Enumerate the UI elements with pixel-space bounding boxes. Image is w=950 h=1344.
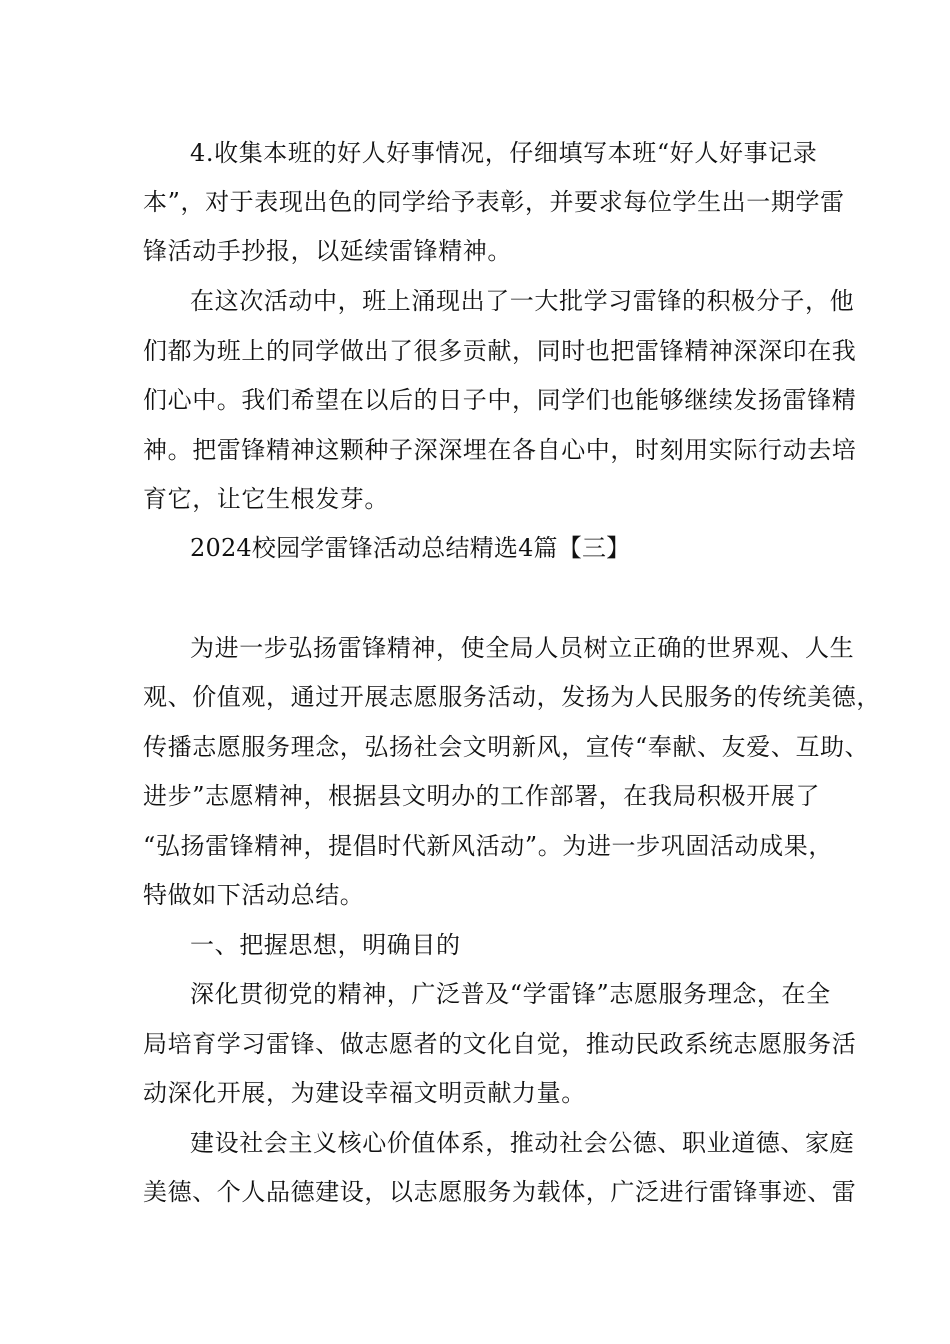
paragraph-line: 为进一步弘扬雷锋精神，使全局人员树立正确的世界观、人生	[190, 634, 855, 662]
paragraph-line: 本”，对于表现出色的同学给予表彰，并要求每位学生出一期学雷	[143, 188, 845, 216]
paragraph-line: 美德、个人品德建设，以志愿服务为载体，广泛进行雷锋事迹、雷	[143, 1178, 857, 1206]
paragraph-line: 在这次活动中，班上涌现出了一大批学习雷锋的积极分子，他	[190, 287, 855, 315]
paragraph-line: 们都为班上的同学做出了很多贡献，同时也把雷锋精神深深印在我	[143, 337, 857, 365]
paragraph-line: “弘扬雷锋精神，提倡时代新风活动”。为进一步巩固活动成果，	[143, 832, 833, 860]
paragraph-line: 4.收集本班的好人好事情况，仔细填写本班“好人好事记录	[190, 139, 818, 167]
section-heading: 2024校园学雷锋活动总结精选4篇【三】	[190, 534, 631, 562]
paragraph-line: 特做如下活动总结。	[143, 881, 365, 909]
paragraph-line: 局培育学习雷锋、做志愿者的文化自觉，推动民政系统志愿服务活	[143, 1030, 857, 1058]
paragraph-line: 进步”志愿精神，根据县文明办的工作部署，在我局积极开展了	[143, 782, 821, 810]
paragraph-line: 们心中。我们希望在以后的日子中，同学们也能够继续发扬雷锋精	[143, 386, 857, 414]
paragraph-line: 动深化开展，为建设幸福文明贡献力量。	[143, 1079, 586, 1107]
paragraph-line: 神。把雷锋精神这颗种子深深埋在各自心中，时刻用实际行动去培	[143, 436, 857, 464]
subheading: 一、把握思想，明确目的	[190, 931, 461, 959]
paragraph-line: 观、价值观，通过开展志愿服务活动，发扬为人民服务的传统美德，	[143, 683, 881, 711]
paragraph-line: 育它，让它生根发芽。	[143, 485, 389, 513]
paragraph-line: 深化贯彻党的精神，广泛普及“学雷锋”志愿服务理念，在全	[190, 980, 831, 1008]
paragraph-line: 传播志愿服务理念，弘扬社会文明新风，宣传“奉献、友爱、互助、	[143, 733, 870, 761]
paragraph-line: 建设社会主义核心价值体系，推动社会公德、职业道德、家庭	[190, 1129, 855, 1157]
paragraph-line: 锋活动手抄报，以延续雷锋精神。	[143, 237, 512, 265]
